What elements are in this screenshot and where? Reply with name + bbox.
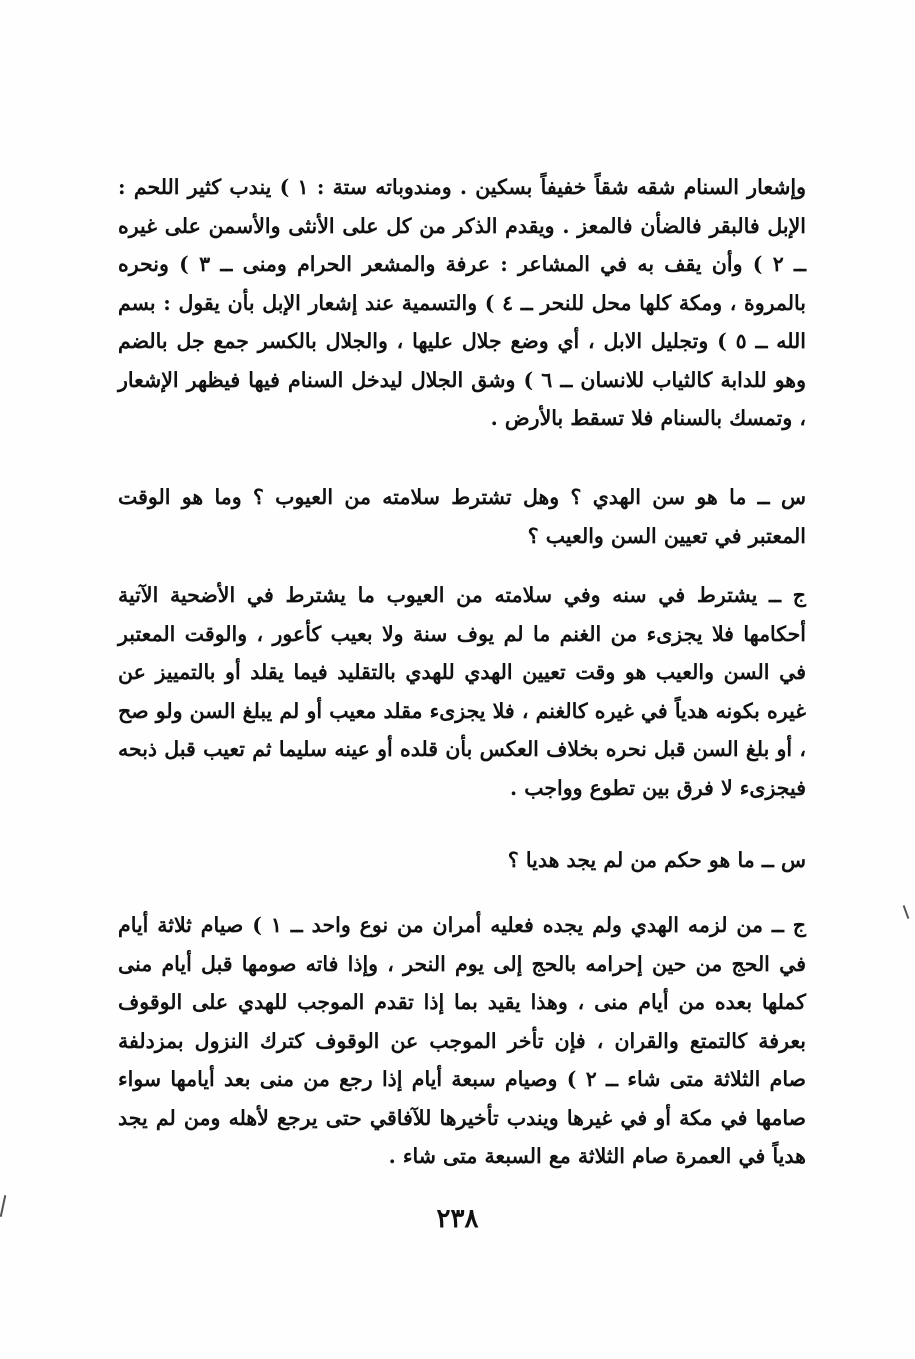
answer-sacrifice-age: ج ــ يشترط في سنه وفي سلامته من العيوب ما يشترط في الأضحية الآتية أحكامها فلا يجزىء من الغنم ما لم يوف سنة ولا بعيب كأعور ، والوقت المعتبر في السن والعيب هو وقت تعيين الهدي للهدي بالتقليد فيما يقلد أو بالتمييز عن غيره بكونه هدياً في غيره كالغنم ، فلا يجزىء مقلد معيب أو لم يبلغ السن ولو صح ، أو بلغ السن قبل نحره بخلاف العكس بأن قلده أو عينه سليما ثم تعيب قبل ذبحه فيجزىء لا فرق بين تطوع وواجب . <box>118 583 806 800</box>
page-number: ٢٣٨ <box>436 1204 479 1234</box>
question-sacrifice-age: س ــ ما هو سن الهدي ؟ وهل تشترط سلامته من العيوب ؟ وما هو الوقت المعتبر في تعيين السن والعيب ؟ <box>118 485 806 548</box>
answer-no-sacrifice: ج ــ من لزمه الهدي ولم يجده فعليه أمران من نوع واحد ــ ١ ) صيام ثلاثة أيام في الحج من حين إحرامه بالحج إلى يوم النحر ، وإذا فاته صومها قبل أيام منى كملها بعده من أيام منى ، وهذا يقيد بما إذا تقدم الموجب للهدي على الوقوف بعرفة كالتمتع والقران ، فإن تأخر الموجب عن الوقوف كترك النزول بمزدلفة صام الثلاثة متى شاء ــ ٢ ) وصيام سبعة أيام إذا رجع من منى بعد أيامها سواء صامها في مكة أو في غيرها ويندب تأخيرها للآفاقي حتى يرجع لأهله ومن لم يجد هدياً في العمرة صام الثلاثة مع السبعة متى شاء . <box>118 913 806 1168</box>
paragraph-sacrifice-marking: وإشعار السنام شقه شقاً خفيفاً بسكين . ومندوباته ستة : ١ ) يندب كثير اللحم : الإبل فالبقر فالضأن فالمعز . ويقدم الذكر من كل على الأنثى والأسمن على غيره ــ ٢ ) وأن يقف به في المشاعر : عرفة والمشعر الحرام ومنى ــ ٣ ) ونحره بالمروة ، ومكة كلها محل للنحر ــ ٤ ) والتسمية عند إشعار الإبل بأن يقول : بسم الله ــ ٥ ) وتجليل الابل ، أي وضع جلال عليها ، والجلال بالكسر جمع جل بالضم وهو للدابة كالثياب للانسان ــ ٦ ) وشق الجلال ليدخل السنام فيها فيظهر الإشعار ، وتمسك بالسنام فلا تسقط بالأرض . <box>118 175 807 430</box>
question-no-sacrifice: س ــ ما هو حكم من لم يجد هديا ؟ <box>507 848 806 872</box>
scan-edge-mark <box>903 905 910 919</box>
